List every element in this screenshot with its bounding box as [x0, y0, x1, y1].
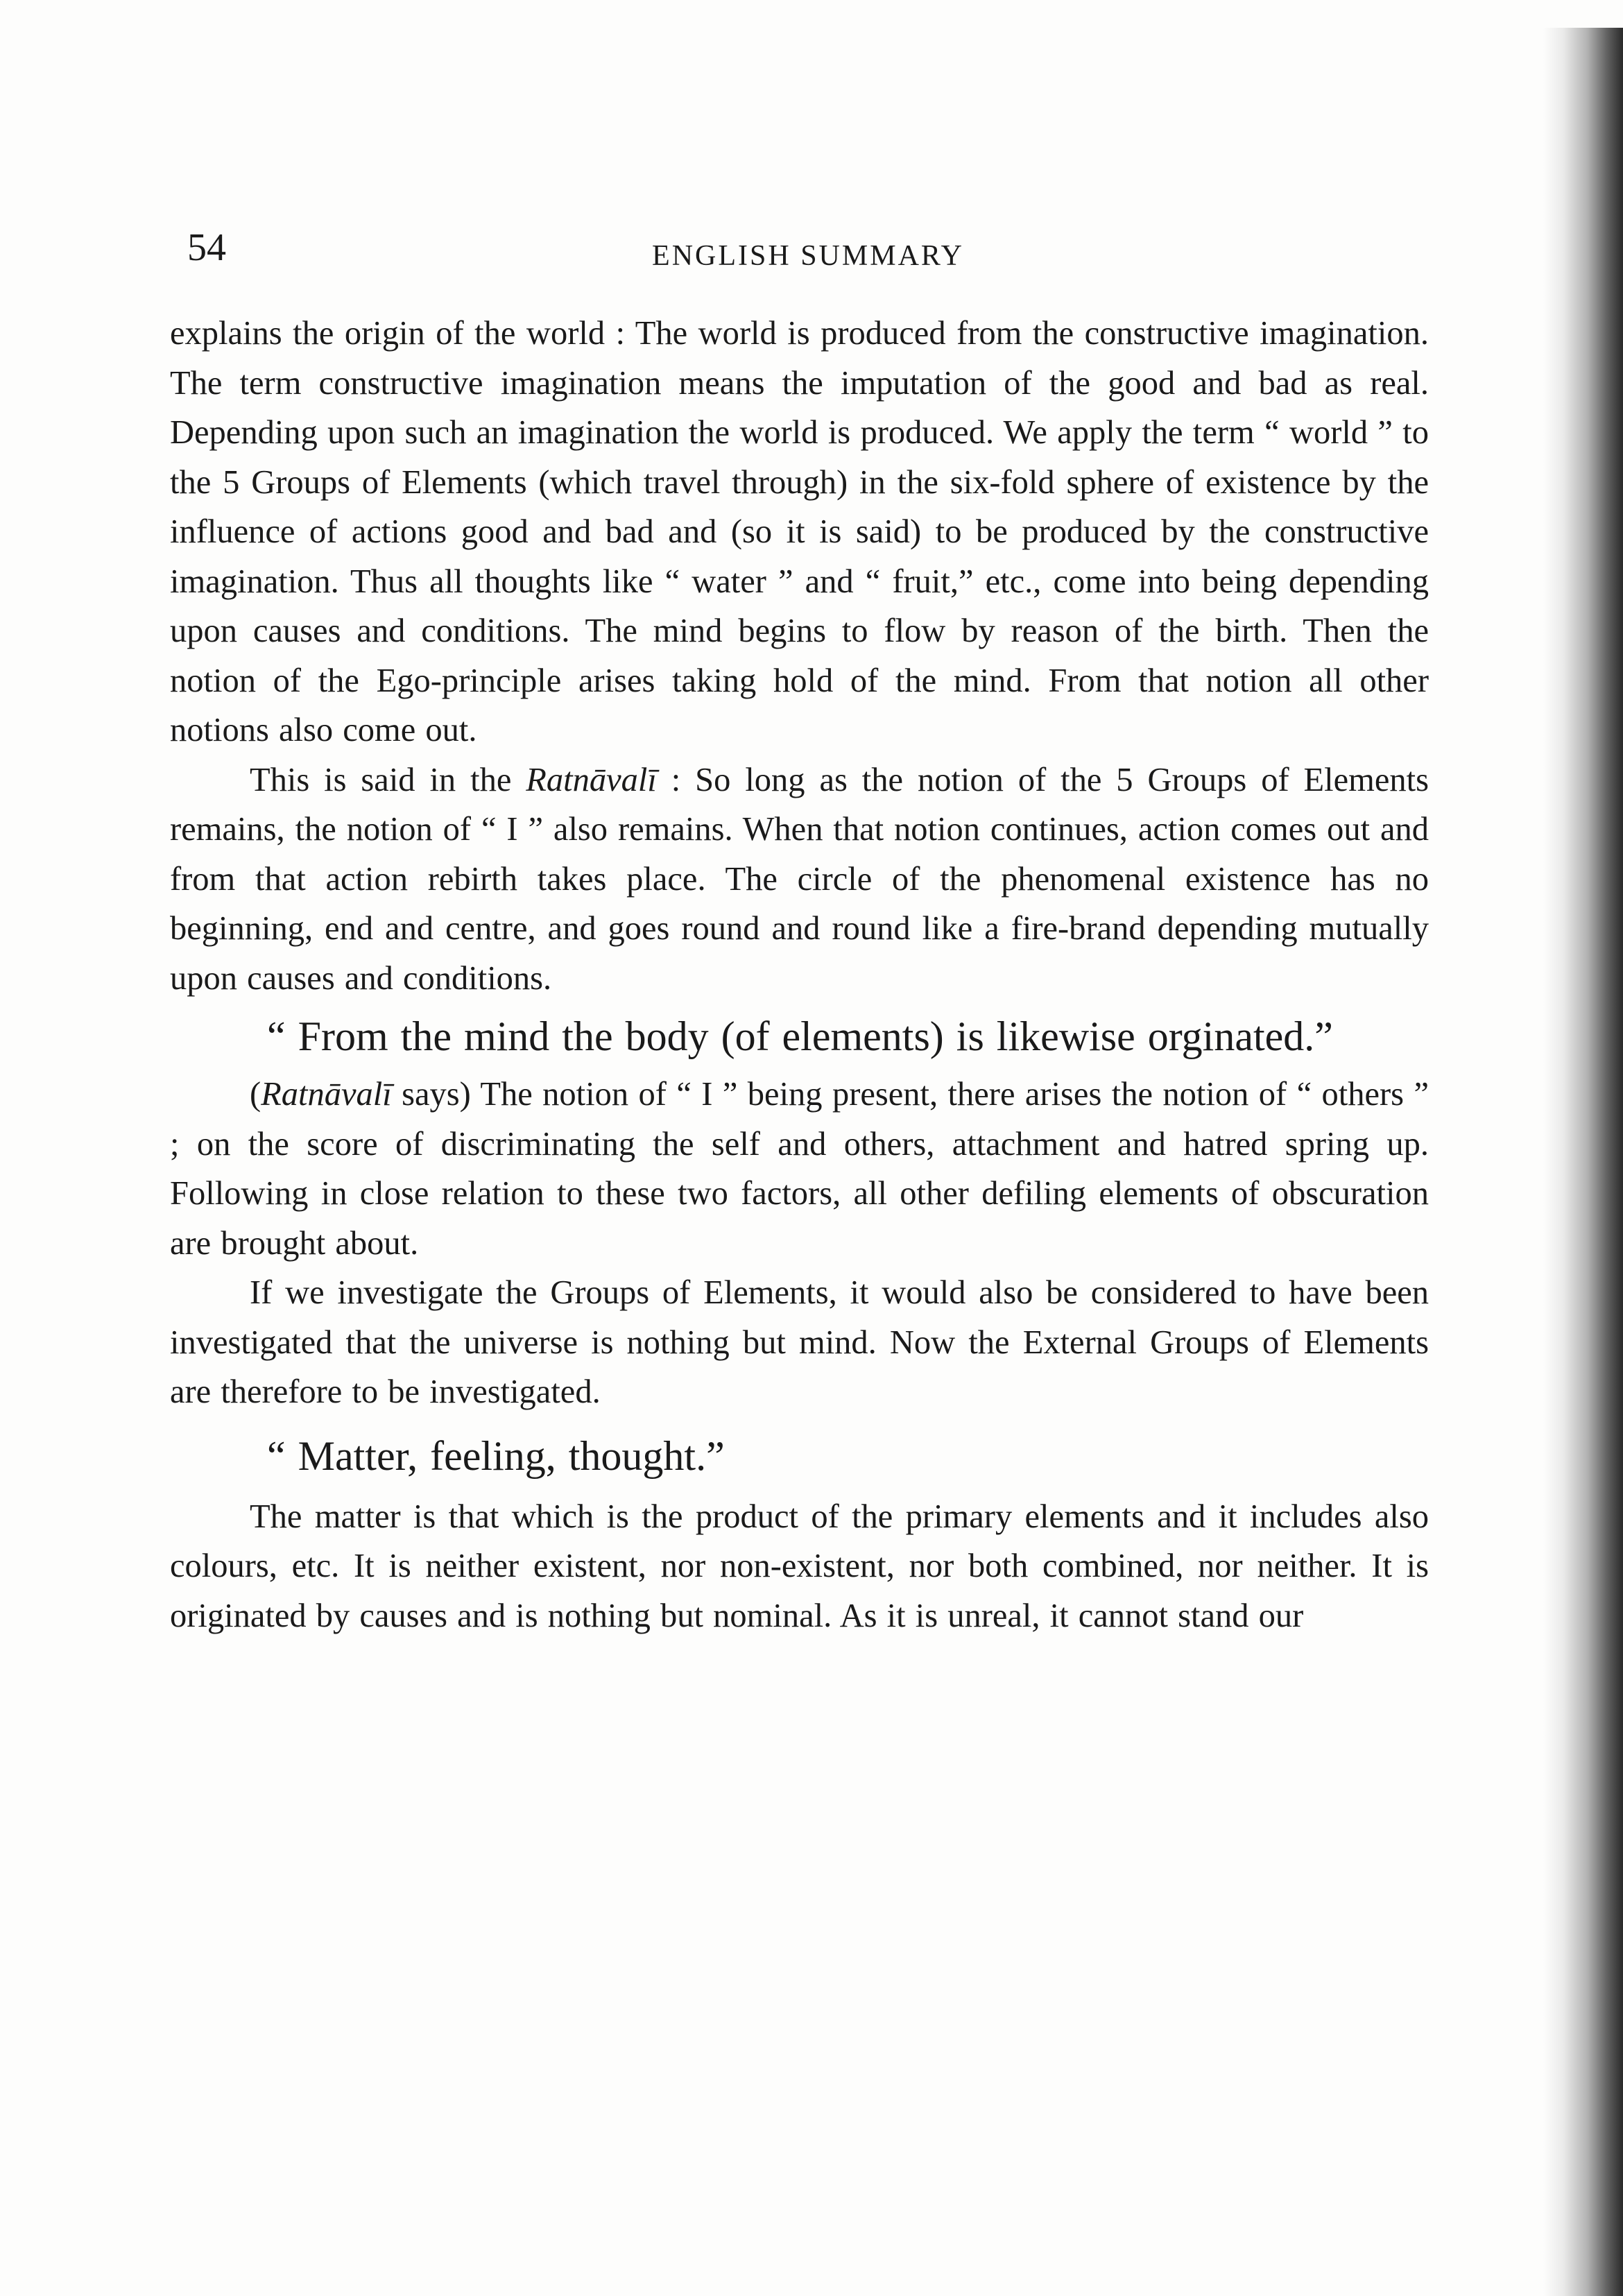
running-title: ENGLISH SUMMARY: [652, 240, 964, 272]
scan-binding-edge: [1543, 28, 1623, 2296]
paragraph-5: The matter is that which is the product of the primary elements and it includes also colours, etc. It is neither existent, nor non-existent, nor both combined, nor neither. It is originated by causes and is nothing but nominal. As it is unreal, it cannot stand our: [170, 1498, 1429, 1634]
paragraph-2-rest: : So long as the notion of the 5 Groups of Elements remains, the notion of “ I ” also remains. When that notion continues, action comes out and from that action rebirth takes place. The circle of the phenomenal existence has no beginning, end and centre, and goes round and round like a fire-brand depending mutually upon causes and conditions.: [170, 761, 1429, 997]
paragraph-1: explains the origin of the world : The world is produced from the constructive imagination. The term constructive imagination means the imputation of the good and bad as real. Depending upon such an imagination the world is produced. We apply the term “ world ” to the 5 Groups of Elements (which travel through) in the six-fold sphere of existence by the influence of actions good and bad and (so it is said) to be produced by the constructive imagination. Thus all thoughts like “ water ” and “ fruit,” etc., come into being depending upon causes and conditions. The mind begins to flow by reason of the birth. Then the notion of the Ego-principle arises taking hold of the mind. From that notion all other notions also come out.: [170, 315, 1429, 748]
body-text: [170, 309, 1429, 1640]
paragraph-2: [170, 755, 1429, 1004]
paragraph-3-open: (: [250, 1076, 261, 1113]
paragraph-3-rest: says) The notion of “ I ” being present, there arises the notion of “ others ” ; on the score of discriminating the self and others, attachment and hatred spring up. Following in close relation to these two factors, all other defiling elements of obscuration are brought about.: [170, 1076, 1429, 1262]
paragraph-4: If we investigate the Groups of Elements, it would also be considered to have been investigated that the universe is nothing but mind. Now the External Groups of Elements are therefore to be investigated.: [170, 1274, 1429, 1410]
verse-quote-2: “ Matter, feeling, thought.”: [267, 1432, 725, 1479]
paragraph-2-lead: This is said in the: [250, 761, 526, 798]
verse-quote-1: “ From the mind the body (of elements) is likewise orginated.”: [267, 1013, 1333, 1059]
paragraph-3: [170, 1070, 1429, 1268]
page-number: 54: [187, 226, 226, 269]
source-title: Ratnāvalī: [526, 761, 657, 798]
page-header: [187, 216, 1429, 279]
source-title: Ratnāvalī: [261, 1076, 392, 1113]
